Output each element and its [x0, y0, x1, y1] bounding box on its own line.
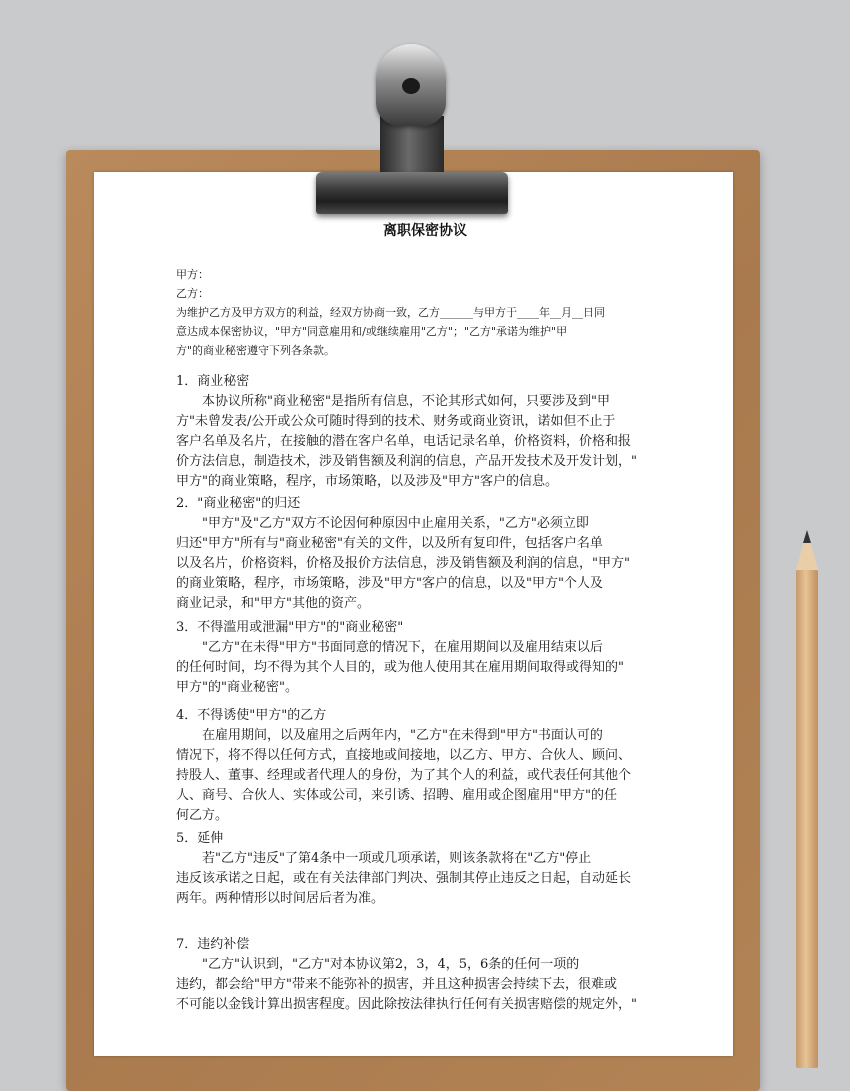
paragraph-line: 若"乙方"违反"了第4条中一项或几项承诺，则该条款将在"乙方"停止 [176, 851, 592, 866]
paragraph-line: 的商业策略，程序，市场策略，涉及"甲方"客户的信息，以及"甲方"个人及 [176, 576, 603, 591]
paragraph-line: 持股人、董事、经理或者代理人的身份，为了其个人的利益，或代表任何其他个 [176, 768, 632, 783]
section-7 [176, 935, 664, 1015]
paragraph-line: 违反该承诺之日起，或在有关法律部门判决、强制其停止违反之日起，自动延长 [176, 871, 632, 886]
section-heading: 2．"商业秘密"的归还 [176, 496, 301, 511]
section-heading: 3．不得滥用或泄漏"甲方"的"商业秘密" [176, 620, 404, 635]
intro-line: 为维护乙方及甲方双方的利益，经双方协商一致，乙方______与甲方于____年__月__日同 [176, 306, 605, 319]
party-a-label: 甲方： [176, 268, 209, 281]
paragraph-line: 本协议所称"商业秘密"是指所有信息，不论其形式如何，只要涉及到"甲 [176, 394, 610, 409]
paragraph-line: "乙方"在未得"甲方"书面同意的情况下，在雇用期间以及雇用结束以后 [176, 640, 603, 655]
paragraph-line: 在雇用期间，以及雇用之后两年内，"乙方"在未得到"甲方"书面认可的 [176, 728, 603, 743]
section-heading: 1．商业秘密 [176, 374, 250, 389]
section-3 [176, 618, 664, 698]
section-heading: 4．不得诱使"甲方"的乙方 [176, 708, 327, 723]
paragraph-line: 人、商号、合伙人、实体或公司，来引诱、招聘、雇用或企图雇用"甲方"的任 [176, 788, 617, 803]
paragraph-line: 违约，都会给"甲方"带来不能弥补的损害，并且这种损害会持续下去，很难或 [176, 977, 617, 992]
paragraph-line: 归还"甲方"所有与"商业秘密"有关的文件，以及所有复印件，包括客户名单 [176, 536, 603, 551]
paragraph-line: 方"未曾发表/公开或公众可随时得到的技术、财务或商业资讯，诺如但不止于 [176, 414, 616, 429]
paragraph-line: 客户名单及名片，在接触的潜在客户名单，电话记录名单，价格资料，价格和报 [176, 434, 632, 449]
paragraph-line: 甲方"的商业策略，程序，市场策略，以及涉及"甲方"客户的信息。 [176, 474, 558, 489]
section-2 [176, 494, 664, 614]
pencil-icon [796, 530, 818, 1068]
document-title: 离职保密协议 [383, 223, 467, 239]
paragraph-line: 何乙方。 [176, 808, 229, 823]
paragraph-line: 情况下，将不得以任何方式，直接地或间接地，以乙方、甲方、合伙人、顾问、 [176, 748, 632, 763]
section-heading: 5．延伸 [176, 831, 224, 846]
paragraph-line: 不可能以金钱计算出损害程度。因此除按法律执行任何有关损害赔偿的规定外，" [176, 997, 637, 1012]
paragraph-line: "甲方"及"乙方"双方不论因何种原因中止雇用关系，"乙方"必须立即 [176, 516, 589, 531]
party-lines [176, 265, 664, 360]
paragraph-line: "乙方"认识到，"乙方"对本协议第2，3，4，5，6条的任何一项的 [176, 957, 580, 972]
intro-line: 方"的商业秘密遵守下列各条款。 [176, 344, 336, 357]
section-5 [176, 829, 664, 909]
section-heading: 7．违约补偿 [176, 937, 250, 952]
intro-line: 意达成本保密协议，"甲方"同意雇用和/或继续雇用"乙方"；"乙方"承诺为维护"甲 [176, 325, 568, 338]
paragraph-line: 以及名片，价格资料，价格及报价方法信息，涉及销售额及利润的信息，"甲方" [176, 556, 630, 571]
party-b-label: 乙方： [176, 287, 209, 300]
paragraph-line: 的任何时间，均不得为其个人目的，或为他人使用其在雇用期间取得或得知的" [176, 660, 624, 675]
section-1 [176, 372, 664, 492]
paragraph-line: 甲方"的"商业秘密"。 [176, 680, 298, 695]
binder-clip-icon [314, 44, 510, 220]
paragraph-line: 商业记录，和"甲方"其他的资产。 [176, 596, 370, 611]
section-4 [176, 706, 664, 826]
paragraph-line: 两年。两种情形以时间居后者为准。 [176, 891, 385, 906]
paragraph-line: 价方法信息，制造技术，涉及销售额及利润的信息，产品开发技术及开发计划，" [176, 454, 637, 469]
